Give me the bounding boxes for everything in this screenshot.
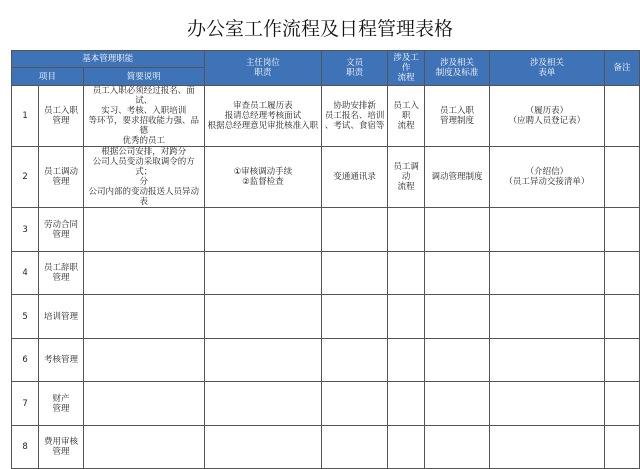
brief-description — [83, 295, 204, 339]
brief-description: 根据公司安排，对跨分 公司人员变动采取调令的方式； 分 公司内部的变动报送人员异动表 — [83, 147, 204, 208]
clerk-duties — [322, 426, 388, 469]
item-name: 财产 管理 — [39, 382, 84, 426]
brief-description — [83, 426, 204, 469]
remark — [604, 426, 639, 469]
clerk-duties — [322, 208, 388, 252]
related-forms — [489, 252, 604, 295]
related-forms: （履历表） （应聘人员登记表） — [489, 86, 604, 147]
related-forms — [489, 426, 604, 469]
remark — [604, 252, 639, 295]
clerk-duties: 协助安排新 员工报名、培训 、考试、食宿等 — [322, 86, 388, 147]
workflow — [388, 295, 425, 339]
remark — [604, 86, 639, 147]
workflow: 员工入职 流程 — [388, 86, 425, 147]
director-duties — [204, 208, 322, 252]
director-duties — [204, 252, 322, 295]
row-number: 4 — [12, 252, 39, 295]
page-title: 办公室工作流程及日程管理表格 — [186, 18, 453, 40]
item-name: 员工入职 管理 — [39, 86, 84, 147]
workflow: 员工调动 流程 — [388, 147, 425, 208]
item-name: 员工辞职 管理 — [39, 252, 84, 295]
remark — [604, 339, 639, 382]
header-clerk-duties: 文员 职责 — [322, 51, 388, 86]
director-duties — [204, 426, 322, 469]
remark — [604, 147, 639, 208]
table-row — [12, 339, 640, 382]
related-system — [425, 295, 490, 339]
related-system: 调动管理制度 — [425, 147, 490, 208]
row-number: 1 — [12, 86, 39, 147]
brief-description — [83, 252, 204, 295]
related-system — [425, 208, 490, 252]
clerk-duties: 变通通讯录 — [322, 147, 388, 208]
item-name: 考核管理 — [39, 339, 84, 382]
header-basic-functions: 基本管理职能 — [12, 51, 205, 68]
header-system: 涉及相关 制度及标准 — [425, 51, 490, 86]
header-brief: 简要说明 — [83, 68, 204, 86]
related-system — [425, 252, 490, 295]
header-forms: 涉及相关 表单 — [489, 51, 604, 86]
clerk-duties — [322, 252, 388, 295]
brief-description — [83, 208, 204, 252]
related-forms: （介绍信） （员工异动交接清单） — [489, 147, 604, 208]
related-forms — [489, 208, 604, 252]
clerk-duties — [322, 295, 388, 339]
table-row — [12, 208, 640, 252]
director-duties — [204, 382, 322, 426]
row-number: 5 — [12, 295, 39, 339]
related-system — [425, 382, 490, 426]
row-number: 8 — [12, 426, 39, 469]
item-name: 员工调动 管理 — [39, 147, 84, 208]
director-duties: 审查员工履历表 报请总经理考核面试 根据总经理意见审批核准入职 — [204, 86, 322, 147]
clerk-duties — [322, 339, 388, 382]
table-row — [12, 252, 640, 295]
director-duties — [204, 339, 322, 382]
row-number: 6 — [12, 339, 39, 382]
table-row — [12, 382, 640, 426]
brief-description — [83, 339, 204, 382]
item-name: 劳动合同 管理 — [39, 208, 84, 252]
remark — [604, 208, 639, 252]
remark — [604, 295, 639, 339]
item-name: 培训管理 — [39, 295, 84, 339]
related-system — [425, 426, 490, 469]
director-duties: ①审核调动手续 ②监督检查 — [204, 147, 322, 208]
related-forms — [489, 295, 604, 339]
row-number: 3 — [12, 208, 39, 252]
table-row — [12, 147, 640, 208]
clerk-duties — [322, 382, 388, 426]
table-row — [12, 86, 640, 147]
director-duties — [204, 295, 322, 339]
related-forms — [489, 382, 604, 426]
workflow — [388, 426, 425, 469]
header-item: 项目 — [12, 68, 84, 86]
row-number: 7 — [12, 382, 39, 426]
row-number: 2 — [12, 147, 39, 208]
related-system — [425, 339, 490, 382]
table-row — [12, 295, 640, 339]
related-system: 员工入职 管理制度 — [425, 86, 490, 147]
workflow — [388, 208, 425, 252]
remark — [604, 382, 639, 426]
header-director-duties: 主任岗位 职责 — [204, 51, 322, 86]
header-workflow: 涉及工作 流程 — [388, 51, 425, 86]
item-name: 费用审核 管理 — [39, 426, 84, 469]
brief-description: 员工入职必须经过报名、面试、 实习、考核、入职培训 等环节，要求招收能力强、品德 优秀的员工 — [83, 86, 204, 147]
workflow — [388, 382, 425, 426]
header-remark: 备注 — [604, 51, 639, 86]
related-forms — [489, 339, 604, 382]
table-row — [12, 426, 640, 469]
workflow-table — [11, 50, 640, 469]
workflow — [388, 339, 425, 382]
brief-description — [83, 382, 204, 426]
workflow — [388, 252, 425, 295]
